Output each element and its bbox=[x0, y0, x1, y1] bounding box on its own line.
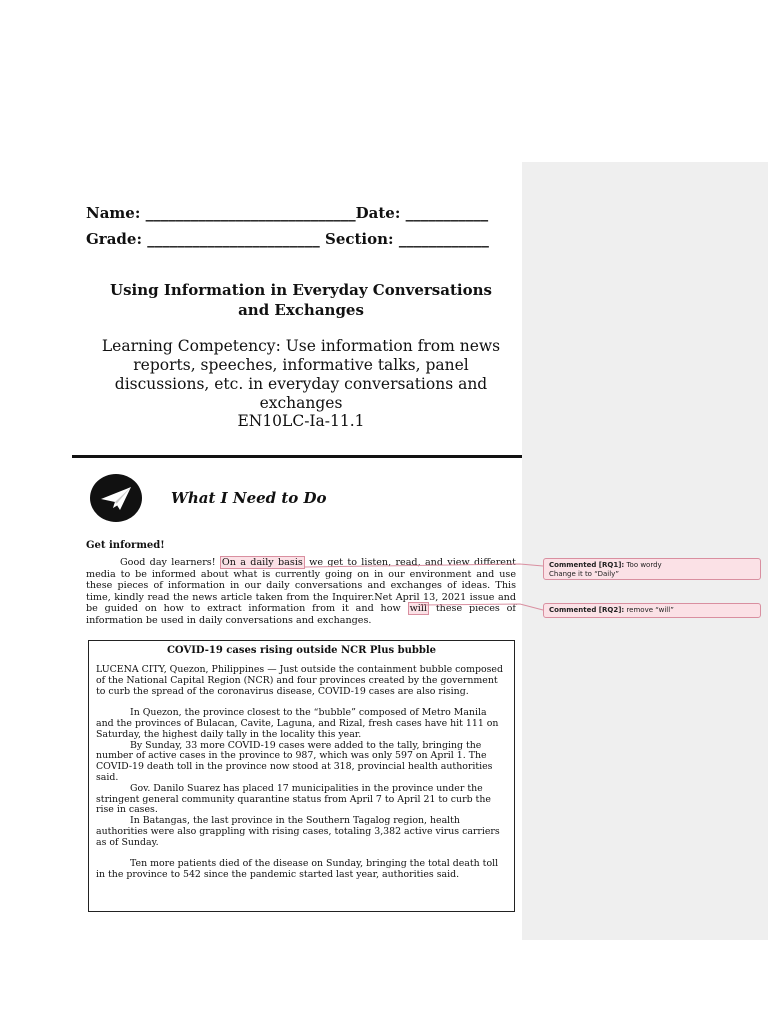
article-paragraph-5: In Batangas, the last province in the Southern Tagalog region, health authorities were also grappling with rising cases, totaling 3,382 active virus carriers as of Sunday. bbox=[96, 815, 500, 848]
intro-text-a: Good day learners! bbox=[120, 557, 220, 568]
date-blank: ___________ bbox=[405, 204, 489, 222]
comment-anchor-rq1[interactable]: On a daily basis bbox=[221, 557, 303, 568]
competency-line-1: Learning Competency: Use information from news bbox=[101, 337, 501, 355]
article-paragraph-2: In Quezon, the province closest to the “bubble” composed of Metro Manila and the provinces of Bulacan, Cavite, Laguna, and Rizal, fresh cases have hit 111 on Saturday, the highest daily tally in the locality this year. bbox=[96, 707, 499, 740]
comment-rq2-text: remove “will” bbox=[626, 606, 674, 614]
lesson-title-line-2: and Exchanges bbox=[238, 301, 364, 319]
comment-rq1-author: Commented [RQ1]: bbox=[549, 561, 625, 569]
grade-blank: _______________________ bbox=[147, 230, 320, 248]
competency-line-2: reports, speeches, informative talks, panel bbox=[133, 356, 469, 374]
name-label: Name: bbox=[86, 204, 141, 222]
comment-rq1-text-2: Change it to “Daily” bbox=[549, 570, 619, 578]
lesson-title bbox=[86, 280, 516, 320]
section-heading: What I Need to Do bbox=[171, 489, 327, 507]
section-divider bbox=[72, 455, 549, 458]
comment-rq2[interactable] bbox=[543, 603, 761, 618]
grade-section-line bbox=[86, 230, 489, 248]
article-paragraph-1: LUCENA CITY, Quezon, Philippines — Just outside the containment bubble composed of the National Capital Region (NCR) and four provinces created by the government to curb the spread of the coronavirus disease, COVID-19 cases are also rising. bbox=[96, 664, 503, 697]
news-article-box bbox=[88, 640, 515, 912]
grade-label: Grade: bbox=[86, 230, 143, 248]
comments-margin-pane bbox=[522, 162, 768, 940]
intro-text-b: we get to listen, read, and view different media to be informed about what is currently going on in our environment and use these pieces of information in our daily conversations and exchanges of ideas. This time, kindly read the news article taken from the Inquirer.Net April 13, 2021 issue and be guided on how to extract information from it and how bbox=[86, 557, 517, 615]
name-date-line bbox=[86, 204, 488, 222]
article-title: COVID-19 cases rising outside NCR Plus bubble bbox=[166, 645, 437, 656]
competency-code: EN10LC-Ia-11.1 bbox=[237, 412, 365, 430]
article-body bbox=[96, 665, 506, 881]
learning-competency bbox=[84, 337, 518, 413]
get-informed-heading: Get informed! bbox=[86, 540, 165, 551]
date-label: Date: bbox=[355, 204, 401, 222]
section-blank: ____________ bbox=[398, 230, 489, 248]
article-paragraph-3: By Sunday, 33 more COVID-19 cases were added to the tally, bringing the number of active cases in the province to 987, which was only 597 on April 1. The COVID-19 death toll in the province now stood at 318, provincial health authorities said. bbox=[96, 739, 493, 783]
article-paragraph-6: Ten more patients died of the disease on Sunday, bringing the total death toll in the province to 542 since the pandemic started last year, authorities said. bbox=[96, 858, 499, 881]
article-paragraph-4: Gov. Danilo Suarez has placed 17 municipalities in the province under the stringent general community quarantine status from April 7 to April 21 to curb the rise in cases. bbox=[96, 782, 491, 816]
intro-paragraph bbox=[86, 557, 516, 627]
comment-rq1-text: Too wordy bbox=[626, 561, 662, 569]
comment-rq2-author: Commented [RQ2]: bbox=[549, 606, 625, 614]
intro-text-c: these pieces of information be used in daily conversations and exchanges. bbox=[86, 603, 516, 626]
name-blank: ____________________________ bbox=[145, 204, 356, 222]
paper-plane-icon bbox=[90, 474, 142, 522]
competency-line-4: exchanges bbox=[259, 394, 343, 412]
comment-anchor-rq2[interactable]: will bbox=[409, 603, 427, 615]
comment-rq1[interactable] bbox=[543, 558, 761, 580]
lesson-title-line-1: Using Information in Everyday Conversations bbox=[110, 281, 492, 299]
section-label: Section: bbox=[324, 230, 394, 248]
competency-line-3: discussions, etc. in everyday conversations and bbox=[114, 375, 488, 393]
